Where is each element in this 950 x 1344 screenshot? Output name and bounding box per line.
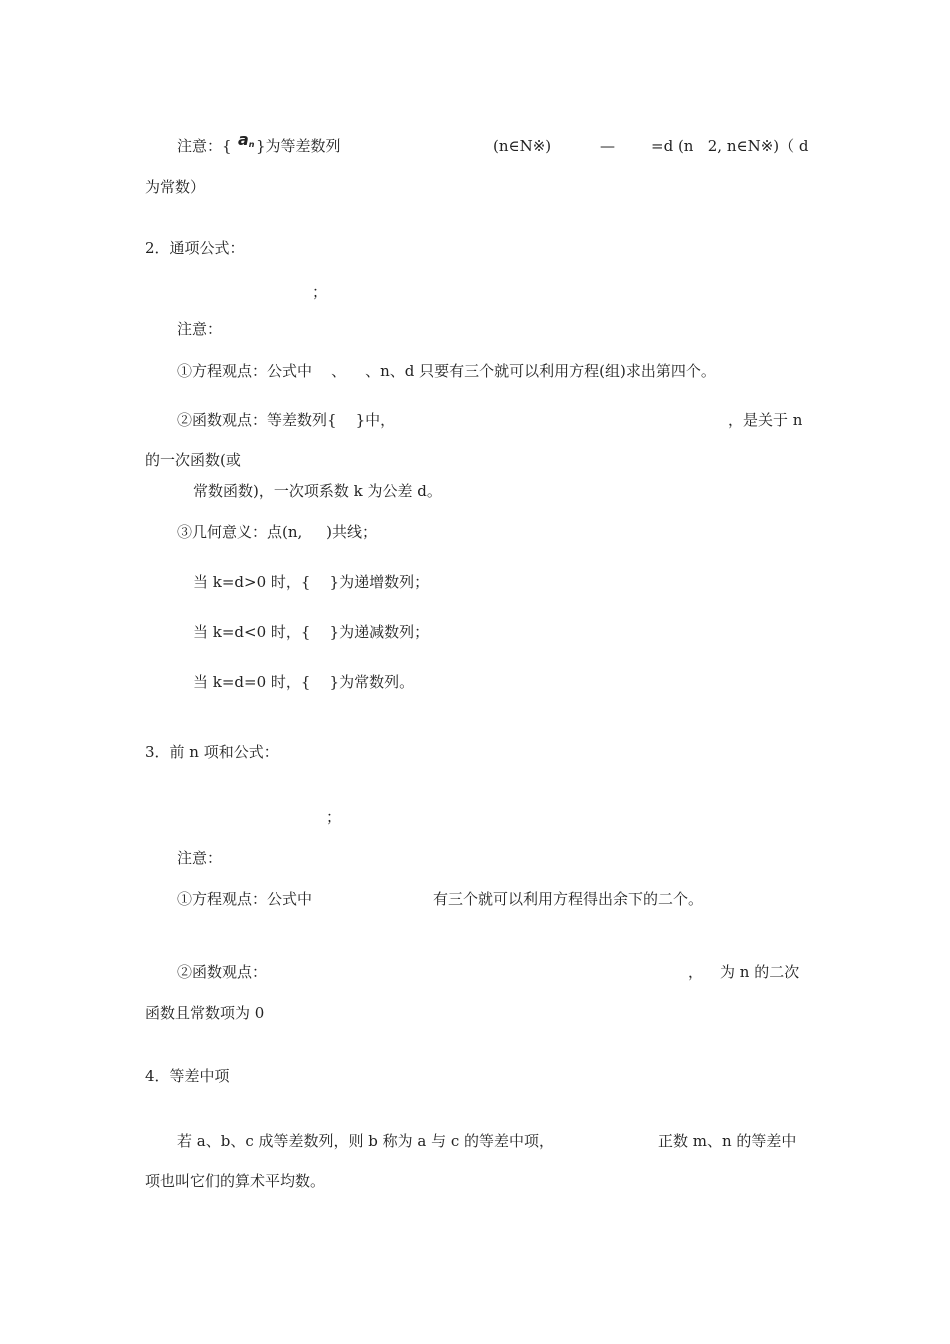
paragraph: 函数且常数项为 0 [145, 1004, 265, 1022]
constant-text: 为常数） [145, 178, 206, 196]
paragraph: ③几何意义：点(n, )共线； [177, 523, 377, 541]
paragraph: 为 n 的二次 [720, 963, 800, 981]
note-label: 注意：{ [177, 137, 232, 155]
paragraph: ，是关于 n [728, 411, 803, 429]
section-heading: 2．通项公式： [145, 239, 245, 257]
paragraph: 的一次函数(或 [145, 451, 241, 469]
paragraph: 若 a、b、c 成等差数列，则 b 称为 a 与 c 的等差中项， [177, 1132, 555, 1150]
semicolon: ； [326, 808, 342, 826]
paragraph: 正数 m、n 的等差中 [658, 1132, 797, 1150]
d-condition: =d (n 2, n∈N※)（ d [651, 137, 809, 155]
section-heading: 4．等差中项 [145, 1067, 230, 1085]
note-text: }为等差数列 [256, 137, 341, 155]
paragraph: 有三个就可以利用方程得出余下的二个。 [433, 890, 704, 908]
n-condition: (n∈N※) [493, 137, 552, 155]
list-item: 当 k=d>0 时，{ }为递增数列； [193, 573, 430, 591]
paragraph: ①方程观点：公式中 、 、n、d 只要有三个就可以利用方程(组)求出第四个。 [177, 362, 716, 380]
section-heading: 3．前 n 项和公式： [145, 743, 279, 761]
comma: ， [688, 963, 704, 981]
paragraph: ①方程观点：公式中 [177, 890, 313, 908]
list-item: 当 k=d<0 时，{ }为递减数列； [193, 623, 430, 641]
note-label: 注意： [177, 320, 223, 338]
note-label: 注意： [177, 849, 223, 867]
paragraph: 项也叫它们的算术平均数。 [145, 1172, 326, 1190]
paragraph: 常数函数)，一次项系数 k 为公差 d。 [193, 482, 442, 500]
list-item: 当 k=d=0 时，{ }为常数列。 [193, 673, 415, 691]
minus-sign: — [600, 137, 615, 155]
semicolon: ； [312, 283, 328, 301]
an-symbol: $a_n$ [238, 130, 255, 149]
paragraph: ②函数观点：等差数列{ }中， [177, 411, 396, 429]
paragraph: ②函数观点： [177, 963, 268, 981]
